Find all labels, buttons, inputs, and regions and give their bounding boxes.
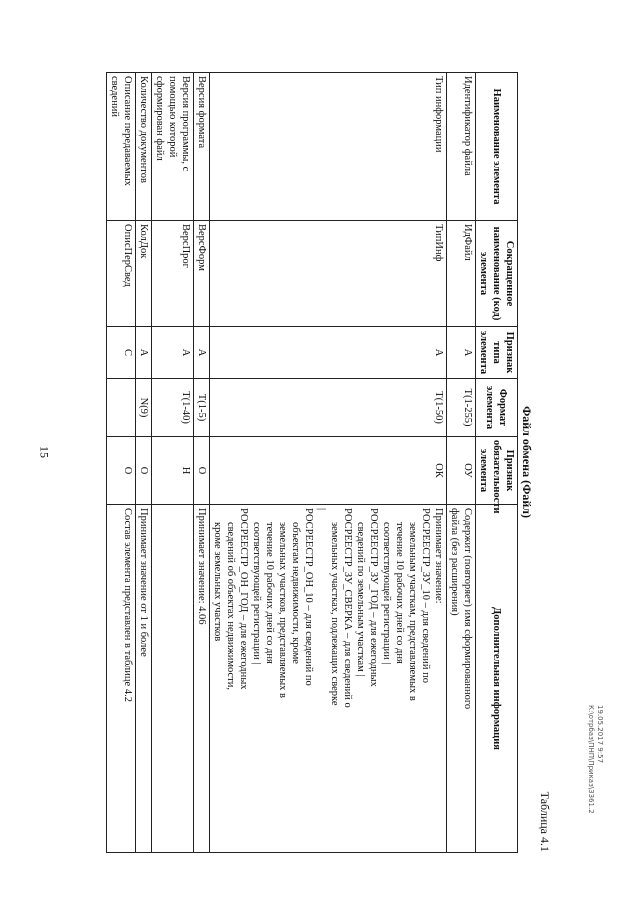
- info-line: РОСРЕЕСТР_ЗУ_ГОД – для ежегодных: [368, 508, 379, 687]
- cell-name: Версия программы, с помощью которой сформирован файл: [152, 73, 194, 221]
- cell-short-name: ИдФайл: [447, 221, 476, 327]
- cell-short-name: ОписПерСвед: [107, 221, 136, 327]
- cell-type: А: [447, 327, 476, 379]
- cell-type: А: [136, 327, 152, 379]
- cell-required: ОУ: [447, 437, 476, 505]
- cell-name: Версия формата: [194, 73, 210, 221]
- cell-required: ОК: [210, 437, 447, 505]
- info-line: РОСРЕЕСТР_ОН_10 – для сведений по: [303, 508, 314, 686]
- cell-format: N(9): [136, 379, 152, 437]
- info-line: Состав элемента представлен в таблице 4.2: [122, 508, 133, 702]
- cell-info: [210, 505, 447, 853]
- header-required: Признак обязательности элемента: [476, 437, 518, 505]
- cell-info: [136, 505, 152, 853]
- cell-short-name: КолДок: [136, 221, 152, 327]
- table-row: [136, 73, 152, 853]
- cell-format: T(1-5): [194, 379, 210, 437]
- info-line: Принимает значение: 4.06: [196, 508, 207, 625]
- cell-format: T(1-40): [152, 379, 194, 437]
- info-line: сведений по земельным участкам |: [355, 522, 366, 677]
- info-line: земельных участках, подлежащих сверке: [329, 522, 340, 706]
- cell-required: О: [194, 437, 210, 505]
- info-line: сведений об объектах недвижимости,: [225, 522, 236, 690]
- cell-required: О: [107, 437, 136, 505]
- page-number: 15: [37, 446, 52, 458]
- info-line: соответствующей регистрации |: [381, 522, 392, 665]
- cell-short-name: ВерсПрог: [152, 221, 194, 327]
- info-line: РОСРЕЕСТР_ОН_ГОД – для ежегодных: [238, 508, 249, 690]
- info-line: кроме земельных участков: [212, 522, 223, 642]
- table-caption: Таблица 4.1: [538, 791, 552, 852]
- cell-name: Количество документов: [136, 73, 152, 221]
- header-info: Дополнительная информация: [476, 505, 518, 853]
- info-line: земельным участкам, представляемых в: [407, 522, 418, 701]
- info-line: объектам недвижимости, кроме: [290, 522, 301, 664]
- cell-name: Идентификатор файла: [447, 73, 476, 221]
- info-line: земельных участков, представляемых в: [277, 522, 288, 699]
- table-row: [107, 73, 136, 853]
- info-line: Содержит (повторяет) имя сформированного: [462, 508, 473, 710]
- cell-short-name: ТипИнф: [210, 221, 447, 327]
- exchange-file-table: [106, 72, 518, 853]
- cell-format: [107, 379, 136, 437]
- cell-type: А: [152, 327, 194, 379]
- header-format: Формат элемента: [476, 379, 518, 437]
- cell-type: А: [210, 327, 447, 379]
- cell-format: T(1-255): [447, 379, 476, 437]
- table-title: Файл обмена (Файл): [520, 405, 534, 519]
- header-name: Наименование элемента: [476, 73, 518, 221]
- cell-required: О: [136, 437, 152, 505]
- stamp-date: 19.05.2017 9:57: [596, 705, 604, 764]
- table-row: [194, 73, 210, 853]
- info-line: РОСРЕЕСТР_ЗУ_10 – для сведений по: [420, 508, 431, 684]
- cell-info: [152, 505, 194, 853]
- header-type: Признак типа элемента: [476, 327, 518, 379]
- table-row: [447, 73, 476, 853]
- rotated-page-content: [86, 72, 554, 852]
- header-short-name: Сокращенное наименование (код) элемента: [476, 221, 518, 327]
- table-row: [210, 73, 447, 853]
- info-line: соответствующей регистрации |: [251, 522, 262, 665]
- info-line: РОСРЕЕСТР_ЗУ_СВЕРКА – для сведений о: [342, 508, 353, 708]
- stamp-path: К:\отрбаз\ПНП\Приказ\3361.2: [586, 705, 595, 814]
- cell-type: С: [107, 327, 136, 379]
- cell-format: T(1-50): [210, 379, 447, 437]
- info-line: течение 10 рабочих дней со дня: [264, 522, 275, 664]
- table-row: [152, 73, 194, 853]
- cell-name: Тип информации: [210, 73, 447, 221]
- cell-name: Описание передаваемых сведений: [107, 73, 136, 221]
- info-line: |: [316, 508, 327, 511]
- table-header-row: [476, 73, 518, 853]
- cell-short-name: ВерсФорм: [194, 221, 210, 327]
- cell-type: А: [194, 327, 210, 379]
- file-stamp: [576, 705, 604, 895]
- cell-info: [107, 505, 136, 853]
- info-line: Принимает значение:: [433, 508, 444, 604]
- info-line: Принимает значение от 1 и более: [138, 508, 149, 657]
- info-line: течение 10 рабочих дней со дня: [394, 522, 405, 664]
- cell-required: Н: [152, 437, 194, 505]
- info-line: файла (без расширения): [449, 508, 460, 616]
- cell-info: [447, 505, 476, 853]
- cell-info: [194, 505, 210, 853]
